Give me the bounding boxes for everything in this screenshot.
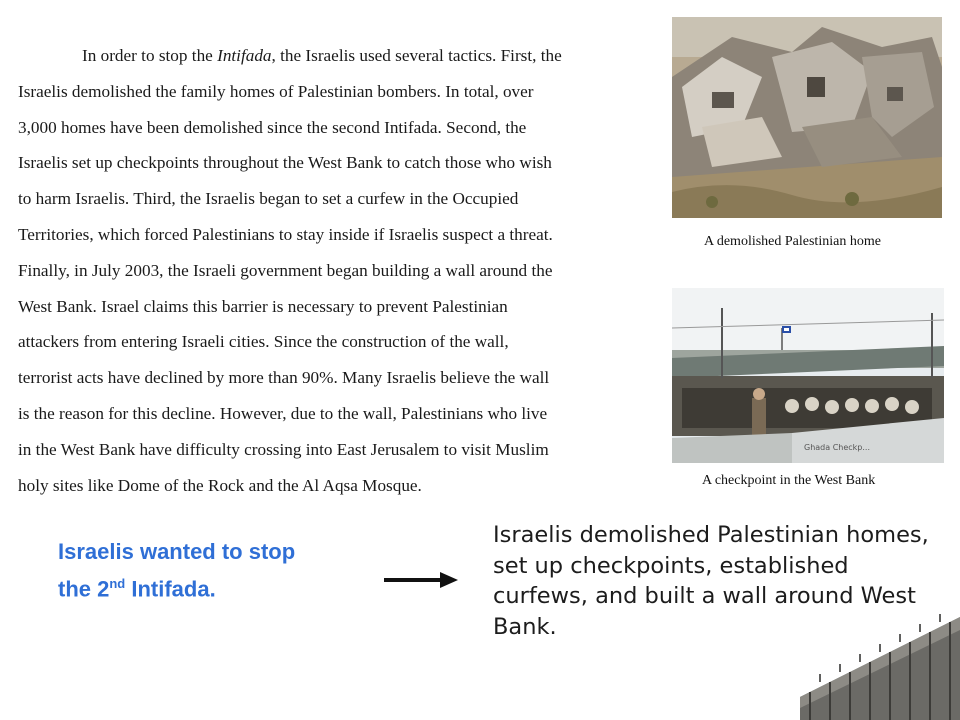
passage-line: Israelis demolished the family homes of Palestinian bombers. In total, over bbox=[18, 81, 534, 101]
checkpoint-illustration bbox=[672, 288, 944, 463]
passage-line: West Bank. Israel claims this barrier is necessary to prevent Palestinian bbox=[18, 296, 508, 316]
demolished-home-caption: A demolished Palestinian home bbox=[704, 234, 881, 249]
passage-line: terrorist acts have declined by more than 90%. Many Israelis believe the wall bbox=[18, 368, 550, 388]
checkpoint-photo bbox=[672, 288, 944, 463]
wall-illustration bbox=[800, 612, 960, 720]
textbook-passage bbox=[18, 38, 658, 503]
passage-line: Territories, which forced Palestinians to stay inside if Israelis suspect a threat. bbox=[18, 224, 553, 244]
separation-wall-photo bbox=[800, 612, 960, 720]
checkpoint-sign-text: Ghada Checkp... bbox=[804, 443, 871, 452]
passage-line: 3,000 homes have been demolished since the second Intifada. Second, the bbox=[18, 117, 527, 137]
rubble-illustration bbox=[672, 17, 942, 218]
cause-text bbox=[58, 536, 378, 605]
passage-line: to harm Israelis. Third, the Israelis began to set a curfew in the Occupied bbox=[18, 189, 519, 209]
passage-line: In order to stop the Intifada, the Israelis used several tactics. First, the bbox=[82, 46, 562, 65]
passage-line: Israelis set up checkpoints throughout the West Bank to catch those who wish bbox=[18, 153, 552, 173]
cause-line-1: Israelis wanted to stop bbox=[58, 539, 296, 564]
passage-line: is the reason for this decline. However, due to the wall, Palestinians who live bbox=[18, 403, 548, 423]
passage-line: attackers from entering Israeli cities. Since the construction of the wall, bbox=[18, 332, 509, 352]
passage-line: in the West Bank have difficulty crossing into East Jerusalem to visit Muslim bbox=[18, 439, 549, 459]
checkpoint-caption: A checkpoint in the West Bank bbox=[702, 473, 876, 488]
cause-line-2: the 2nd Intifada. bbox=[58, 576, 216, 602]
demolished-home-photo bbox=[672, 17, 942, 218]
passage-line: holy sites like Dome of the Rock and the Al Aqsa Mosque. bbox=[18, 475, 422, 495]
effect-text: Israelis demolished Palestinian homes, set up checkpoints, established curfews, and built a wall around West Bank. bbox=[493, 522, 929, 640]
right-arrow-icon bbox=[382, 568, 460, 592]
passage-line: Finally, in July 2003, the Israeli government began building a wall around the bbox=[18, 260, 553, 280]
